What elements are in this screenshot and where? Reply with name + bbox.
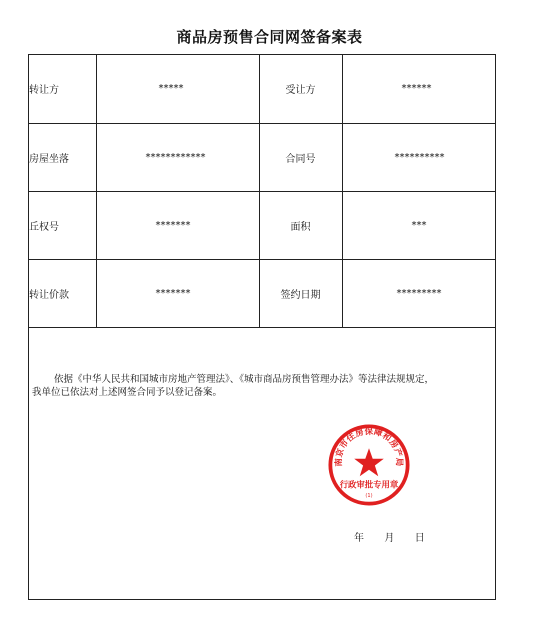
seal-number: (1) (365, 492, 373, 499)
official-seal (327, 423, 411, 507)
date-line (354, 529, 425, 544)
date-day: 日 (414, 533, 425, 544)
price-label: 转让价款 (29, 259, 96, 327)
date-month: 月 (384, 533, 395, 544)
star-icon (354, 448, 384, 476)
transferor-value: ***** (96, 55, 259, 123)
seal-bottom-text: 行政审批专用章 (339, 479, 399, 490)
form-title: 商品房预售合同网签备案表 (176, 28, 363, 46)
table-row (29, 55, 495, 123)
parcel-no-label: 丘权号 (29, 191, 96, 259)
contract-no-label: 合同号 (259, 123, 342, 191)
parcel-no-value: ******* (96, 191, 259, 259)
filing-statement (32, 373, 492, 399)
filing-form (28, 54, 496, 600)
location-value: ************ (96, 123, 259, 191)
location-label: 房屋坐落 (29, 123, 96, 191)
area-label: 面积 (259, 191, 342, 259)
info-table (29, 55, 495, 328)
transferee-value: ****** (342, 55, 495, 123)
signing-date-label: 签约日期 (259, 259, 342, 327)
signing-date-value: ********* (342, 259, 495, 327)
price-value: ******* (96, 259, 259, 327)
contract-no-value: ********** (342, 123, 495, 191)
date-year: 年 (354, 533, 364, 544)
table-row (29, 259, 495, 327)
transferee-label: 受让方 (259, 55, 342, 123)
seal-arc-text: 南京市住房保障和房产局 (333, 425, 405, 467)
table-row (29, 123, 495, 191)
statement-line-1: 依据《中华人民共和国城市房地产管理法》、《城市商品房预售管理办法》等法律法规规定， (54, 374, 435, 385)
area-value: *** (342, 191, 495, 259)
transferor-label: 转让方 (29, 55, 96, 123)
table-row (29, 191, 495, 259)
statement-line-2: 我单位已依法对上述网签合同予以登记备案。 (32, 387, 223, 398)
